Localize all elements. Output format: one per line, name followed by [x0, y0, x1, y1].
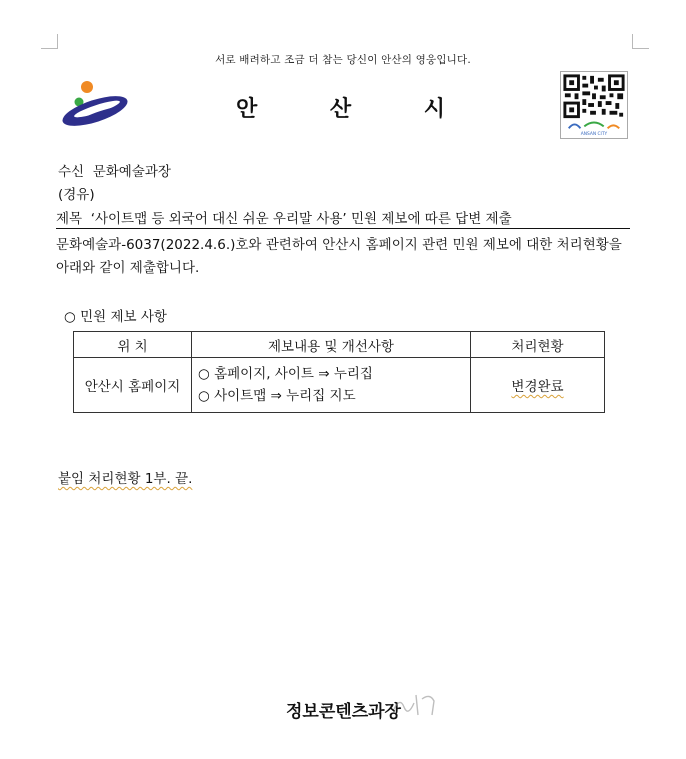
org-title-char: 시 [423, 97, 446, 122]
via-line: (경유) [58, 187, 95, 203]
recipient-line [58, 160, 171, 180]
table-row [74, 358, 605, 413]
body-paragraph: 문화예술과-6037(2022.4.6.)호와 관련하여 안산시 홈페이지 관련 민원 제보에 대한 처리현황을 아래와 같이 제출합니다. [56, 237, 622, 276]
table-header-status: 처리현황 [471, 332, 605, 358]
org-title-char: 안 [236, 97, 259, 122]
signature-icon [390, 689, 440, 721]
qr-code-icon[interactable] [560, 71, 628, 139]
sender-title: 정보콘텐츠과장 [286, 702, 401, 722]
status-text: 변경완료 [511, 379, 564, 395]
content-item: ○ 홈페이지, 사이트 ⇒ 누리집 [198, 366, 373, 382]
complaint-table [73, 331, 605, 413]
attachment-line [58, 467, 192, 487]
attachment-text: 붙임 처리현황 1부. 끝. [58, 471, 193, 487]
subject-divider [56, 228, 630, 229]
content-item: ○ 사이트맵 ⇒ 누리집 지도 [198, 388, 356, 404]
recipient-label: 수신 [58, 164, 85, 180]
crop-mark-top-left [41, 34, 58, 49]
table-cell-content [192, 358, 471, 413]
table-cell-location: 안산시 홈페이지 [74, 358, 192, 413]
qr-logo-text: ANSAN CITY [580, 132, 608, 138]
subject-value: ‘사이트맵 등 외국어 대신 쉬운 우리말 사용’ 민원 제보에 따른 답변 제출 [90, 211, 512, 227]
table-cell-status [471, 358, 605, 413]
table-header-content: 제보내용 및 개선사항 [192, 332, 471, 358]
org-title [236, 92, 446, 123]
table-header-location: 위 치 [74, 332, 192, 358]
section-title: ○ 민원 제보 사항 [64, 309, 167, 325]
ansan-city-logo-icon [57, 78, 129, 130]
slogan: 서로 배려하고 조금 더 참는 당신이 안산의 영웅입니다. [215, 54, 471, 66]
org-title-char: 산 [329, 97, 353, 122]
subject-line [56, 207, 512, 227]
crop-mark-top-right [632, 34, 649, 49]
recipient-value: 문화예술과장 [92, 164, 171, 180]
table-header-row [74, 332, 605, 358]
subject-label: 제목 [56, 211, 83, 227]
